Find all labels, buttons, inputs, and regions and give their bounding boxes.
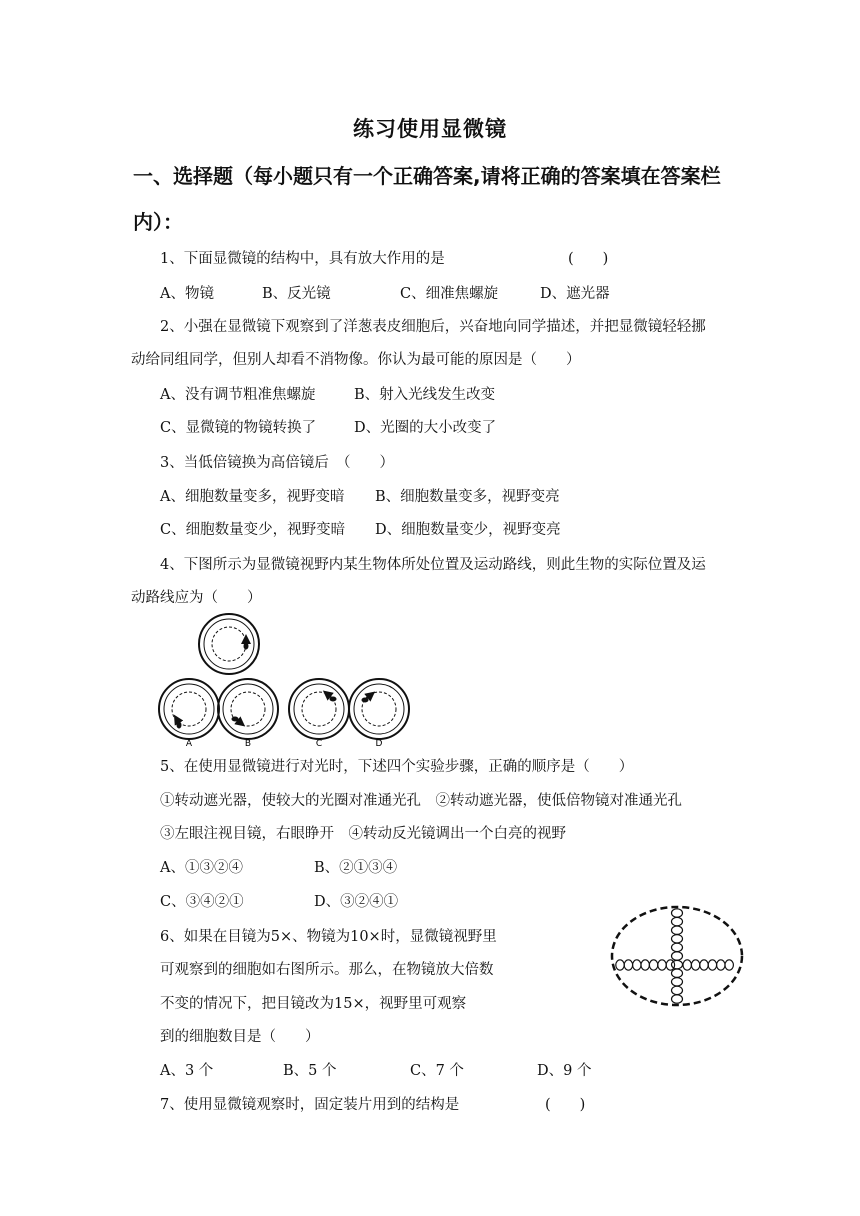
- q3-option-c: C、细胞数量变少，视野变暗: [160, 522, 346, 538]
- cell: [672, 969, 683, 977]
- cell: [691, 960, 699, 970]
- q3-stem: 3、当低倍镜换为高倍镜后 （ ）: [160, 455, 394, 471]
- q1-option-c: C、细准焦螺旋: [400, 286, 499, 302]
- figure-label-b: B: [244, 739, 252, 749]
- q5-stem: 5、在使用显微镜进行对光时，下述四个实验步骤，正确的顺序是（ ）: [160, 759, 634, 775]
- q5-steps: ①转动遮光器，使较大的光圈对准通光孔 ②转动遮光器，使低倍物镜对准通光孔: [160, 793, 682, 809]
- q2-option-c: C、显微镜的物镜转换了: [160, 420, 317, 436]
- q6-stem: 6、如果在目镜为5×、物镜为10×时，显微镜视野里: [160, 929, 497, 945]
- cell: [672, 917, 683, 925]
- q6-option-c: C、7 个: [410, 1063, 464, 1079]
- q7-stem: 7、使用显微镜观察时，固定装片用到的结构是: [160, 1097, 460, 1113]
- q2-stem-cont: 动给同组同学，但别人却看不消物像。你认为最可能的原因是（ ）: [131, 352, 581, 368]
- q2-option-a: A、没有调节粗准焦螺旋: [160, 387, 316, 403]
- q1-answer-bracket: ( ): [568, 251, 609, 267]
- q6-stem-cont-1: 可观察到的细胞如右图所示。那么，在物镜放大倍数: [160, 962, 494, 978]
- figure-label-c: C: [315, 739, 323, 749]
- q4-microscope-field-figure: [155, 606, 425, 750]
- q7-answer-bracket: ( ): [545, 1097, 586, 1113]
- cell: [672, 978, 683, 986]
- cell: [672, 986, 683, 994]
- page-title: 练习使用显微镜: [353, 116, 507, 141]
- cell: [672, 926, 683, 934]
- q2-stem: 2、小强在显微镜下观察到了洋葱表皮细胞后，兴奋地向同学描述，并把显微镜轻轻挪: [160, 319, 706, 335]
- cell: [658, 960, 666, 970]
- cell: [633, 960, 641, 970]
- cell: [672, 943, 683, 951]
- cell: [672, 952, 683, 960]
- cell: [672, 935, 683, 943]
- q5-option-b: B、②①③④: [314, 860, 398, 876]
- q5-steps-cont: ③左眼注视目镜，右眼睁开 ④转动反光镜调出一个白亮的视野: [160, 826, 566, 842]
- q6-stem-cont-3: 到的细胞数目是（ ）: [160, 1029, 320, 1045]
- section-heading: 一、选择题（每小题只有一个正确答案,请将正确的答案填在答案栏: [133, 164, 721, 188]
- field-of-view-option-b: [218, 679, 278, 739]
- q3-option-b: B、细胞数量变多，视野变亮: [375, 489, 560, 505]
- cell: [700, 960, 708, 970]
- cell: [725, 960, 733, 970]
- cell: [672, 909, 683, 917]
- q6-option-b: B、5 个: [283, 1063, 337, 1079]
- q1-option-d: D、遮光器: [540, 286, 610, 302]
- cell: [616, 960, 624, 970]
- field-of-view-original: [199, 614, 259, 674]
- cell: [672, 995, 683, 1003]
- cell: [683, 960, 691, 970]
- q2-option-d: D、光圈的大小改变了: [354, 420, 497, 436]
- q5-option-d: D、③②④①: [314, 894, 399, 910]
- q5-option-a: A、①③②④: [160, 860, 243, 876]
- cell: [666, 960, 674, 970]
- q6-option-d: D、9 个: [537, 1063, 592, 1079]
- field-of-view-option-c: [289, 679, 349, 739]
- cell: [649, 960, 657, 970]
- cell: [672, 960, 683, 968]
- q1-stem: 1、下面显微镜的结构中，具有放大作用的是: [160, 251, 445, 267]
- figure-label-a: A: [185, 739, 193, 749]
- q1-option-b: B、反光镜: [262, 286, 331, 302]
- figure-label-d: D: [375, 739, 383, 749]
- cell: [624, 960, 632, 970]
- q2-option-b: B、射入光线发生改变: [354, 387, 496, 403]
- q6-option-a: A、3 个: [160, 1063, 214, 1079]
- q6-stem-cont-2: 不变的情况下，把目镜改为15×，视野里可观察: [160, 996, 467, 1012]
- q5-option-c: C、③④②①: [160, 894, 244, 910]
- section-heading-cont: 内）：: [133, 210, 183, 234]
- q1-option-a: A、物镜: [160, 286, 214, 302]
- q6-cell-field-figure: [608, 903, 748, 1009]
- field-of-view-option-a: [159, 679, 219, 739]
- field-of-view-option-d: [349, 679, 409, 739]
- cell: [641, 960, 649, 970]
- q3-option-a: A、细胞数量变多，视野变暗: [160, 489, 345, 505]
- q4-stem: 4、下图所示为显微镜视野内某生物体所处位置及运动路线，则此生物的实际位置及运: [160, 557, 706, 573]
- cell: [708, 960, 716, 970]
- q3-option-d: D、细胞数量变少，视野变亮: [375, 522, 561, 538]
- q4-stem-cont: 动路线应为（ ）: [131, 590, 262, 606]
- cell: [717, 960, 725, 970]
